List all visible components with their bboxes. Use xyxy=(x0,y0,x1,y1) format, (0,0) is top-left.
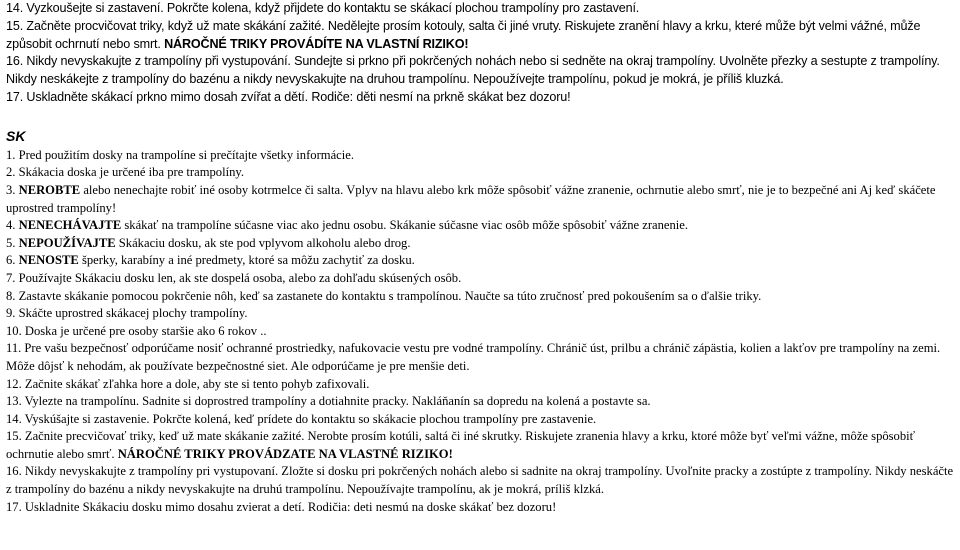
sk-item-15: 15. Začnite precvičovať triky, keď už mate skákanie zažité. Nerobte prosím kotúli, saltá či iné skrutky. Riskujete zranenia hlavy a krku, ktoré môže byť veľmi vážne, môže spôsobiť ochrnutie alebo smrť. NÁROČNÉ TRIKY PROVÁDZATE NA VLASTNÉ RIZIKO! xyxy=(6,429,916,461)
sk-language-heading: SK xyxy=(6,127,26,144)
czech-section xyxy=(6,0,954,107)
document-page xyxy=(6,0,954,516)
cz-item-14: 14. Vyzkoušejte si zastavení. Pokrčte kolena, když přijdete do kontaktu se skákací plochou trampolíny pro zastavení. xyxy=(6,1,640,15)
cz-item-15: 15. Začněte procvičovat triky, když už mate skákání zažité. Nedělejte prosím kotouly, salta či jiné vruty. Riskujete zranění hlavy a krku, které může být velmi vážné, může způsobit ochrnutí nebo smrt. NÁROČNÉ TRIKY PROVÁDÍTE NA VLASTNÍ RIZIKO! xyxy=(6,18,921,51)
sk-item-8: 8. Zastavte skákanie pomocou pokrčenie nôh, keď sa zastanete do kontaktu s trampolínou. Naučte sa túto zručnosť pred pokoušením sa o ďalšie triky. xyxy=(6,288,762,303)
sk-item-9: 9. Skáčte uprostred skákacej plochy trampolíny. xyxy=(6,306,248,321)
sk-item-11: 11. Pre vašu bezpečnosť odporúčame nosiť ochranné prostriedky, nafukovacie vestu pre vodné trampolíny. Chránič úst, prilbu a chránič zápästia, kolien a lakťov pre trampolíny na zemi. Môže dôjsť k nehodám, ak používate bezpečnostné siet. Ale odporúčame je pre menšie deti. xyxy=(6,341,941,373)
sk-item-4: 4. NENECHÁVAJTE skákať na trampolíne súčasne viac ako jednu osobu. Skákanie súčasne viac osôb môže spôsobiť vážne zranenie. xyxy=(6,218,689,233)
sk-item-12: 12. Začnite skákať zľahka hore a dole, aby ste si tento pohyb zafixovali. xyxy=(6,376,370,391)
sk-warning-bold: NÁROČNÉ TRIKY PROVÁDZATE NA VLASTNÉ RIZIKO! xyxy=(117,446,453,461)
sk-item-6: 6. NENOSTE šperky, karabíny a iné predmety, ktoré sa môžu zachytiť za dosku. xyxy=(6,253,415,268)
sk-item-10: 10. Doska je určené pre osoby staršie ako 6 rokov .. xyxy=(6,323,267,338)
sk-item-2: 2. Skákacia doska je určené iba pre trampolíny. xyxy=(6,165,245,180)
slovak-section xyxy=(6,147,954,516)
sk-item-7: 7. Používajte Skákaciu dosku len, ak ste dospelá osoba, alebo za dohľadu skúsených osôb. xyxy=(6,270,462,285)
sk-item-5: 5. NEPOUŽÍVAJTE Skákaciu dosku, ak ste pod vplyvom alkoholu alebo drog. xyxy=(6,235,411,250)
sk-item-1: 1. Pred použitím dosky na trampolíne si prečítajte všetky informácie. xyxy=(6,147,354,162)
sk-item-14: 14. Vyskúšajte si zastavenie. Pokrčte kolená, keď prídete do kontaktu so skákacie plochou trampolíny pre zastavenie. xyxy=(6,411,597,426)
sk-item-16: 16. Nikdy nevyskakujte z trampolíny pri vystupovaní. Zložte si dosku pri pokrčených nohách alebo si sadnite na okraj trampolíny. Uvoľnite pracky a zostúpte z trampolíny. Nikdy neskáčte z trampolíny do bazénu a nikdy nevyskakujte na druhú trampolínu. Nepoužívajte trampolínu, ak je mokrá, príliš klzká. xyxy=(6,464,954,497)
sk-item-3: 3. NEROBTE alebo nenechajte robiť iné osoby kotrmelce či salta. Vplyv na hlavu alebo krk môže spôsobiť vážne zranenie, ochrnutie alebo smrť, nie je to bezpečné ani Aj keď skáčete uprostred trampolíny! xyxy=(6,182,936,215)
sk-item-13: 13. Vylezte na trampolínu. Sadnite si doprostred trampolíny a dotiahnite pracky. Nakláňanín sa dopredu na kolená a postavte sa. xyxy=(6,394,651,409)
cz-warning-bold: NÁROČNÉ TRIKY PROVÁDÍTE NA VLASTNÍ RIZIKO! xyxy=(164,36,469,51)
sk-item-17: 17. Uskladnite Skákaciu dosku mimo dosahu zvierat a detí. Rodičia: deti nesmú na doske skákať bez dozoru! xyxy=(6,499,557,514)
cz-item-16: 16. Nikdy nevyskakujte z trampolíny při vystupování. Sundejte si prkno při pokrčených nohách nebo si sedněte na okraj trampolíny. Uvolněte přezky a sestupte z trampolíny. Nikdy neskákejte z trampolíny do bazénu a nikdy nevyskakujte na druhou trampolínu. Nepoužívejte trampolínu, pokud je mokrá, je příliš kluzká. xyxy=(6,54,940,87)
cz-item-17: 17. Uskladněte skákací prkno mimo dosah zvířat a dětí. Rodiče: děti nesmí na prkně skákat bez dozoru! xyxy=(6,89,571,104)
